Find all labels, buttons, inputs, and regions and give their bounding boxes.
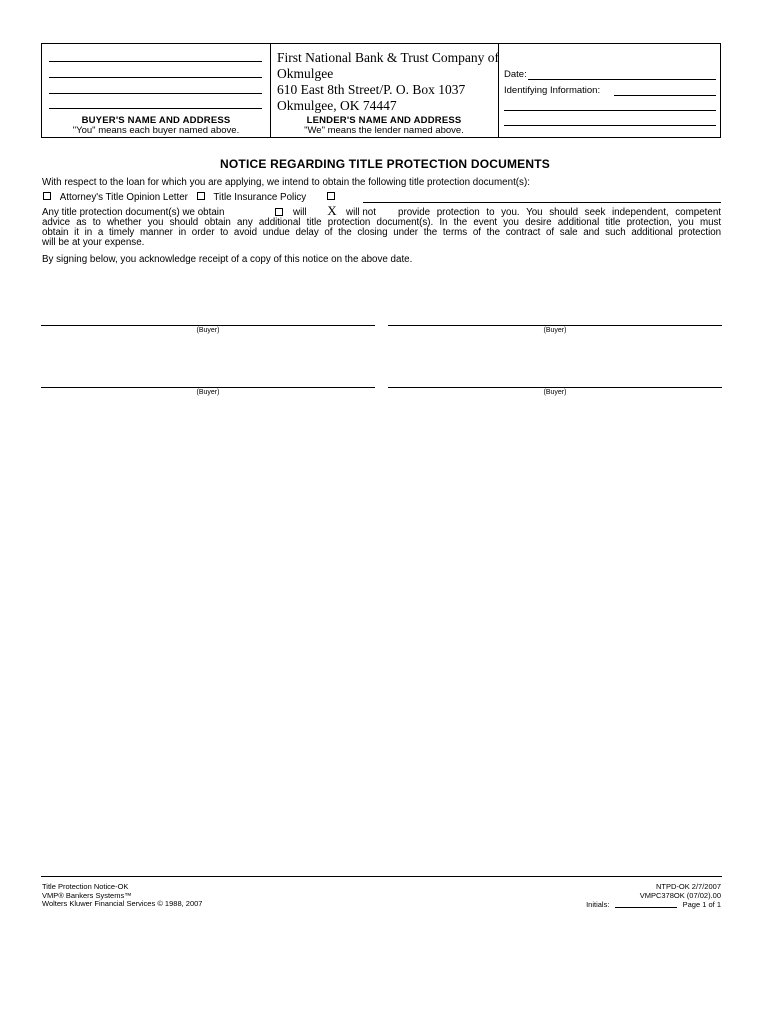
any-doc-prefix: Any title protection document(s) we obtain <box>42 207 225 218</box>
any-doc-line-3: obtain it in a timely manner in order to avoid undue delay of the closing under the terms of the contract of sale and such additional protection <box>42 227 721 238</box>
buyer-signature-line-1[interactable] <box>41 325 375 326</box>
lender-caption-sub: "We" means the lender named above. <box>304 125 464 136</box>
buyer-signature-line-2[interactable] <box>388 325 722 326</box>
lender-line-3: 610 East 8th Street/P. O. Box 1037 <box>277 82 466 97</box>
buyer-name-line-1[interactable] <box>49 61 262 62</box>
identifying-field-3[interactable] <box>504 125 716 126</box>
other-document-field[interactable] <box>363 202 721 203</box>
date-field[interactable] <box>528 79 716 80</box>
other-document-checkbox[interactable] <box>327 192 335 200</box>
buyer-name-line-4[interactable] <box>49 108 262 109</box>
identifying-label: Identifying Information: <box>504 85 601 96</box>
identifying-field-2[interactable] <box>504 110 716 111</box>
attorney-opinion-checkbox[interactable] <box>43 192 51 200</box>
notice-intro: With respect to the loan for which you are applying, we intend to obtain the following title protection document(s): <box>42 177 530 188</box>
buyer-signature-line-3[interactable] <box>41 387 375 388</box>
lender-line-2: Okmulgee <box>277 66 334 81</box>
will-not-label: will not <box>346 207 376 218</box>
title-insurance-label: Title Insurance Policy <box>213 192 307 203</box>
will-label: will <box>293 207 307 218</box>
footer-initials-row <box>586 900 721 910</box>
footer-rule <box>41 876 722 877</box>
buyer-signature-label-2: (Buyer) <box>543 327 567 334</box>
attorney-opinion-label: Attorney's Title Opinion Letter <box>59 192 188 203</box>
lender-address <box>277 50 499 114</box>
page-number: Page 1 of 1 <box>682 900 721 909</box>
lender-caption-title: LENDER'S NAME AND ADDRESS <box>306 115 462 126</box>
will-checkbox[interactable] <box>275 208 283 216</box>
acknowledge-text: By signing below, you acknowledge receipt of a copy of this notice on the above date. <box>42 254 413 265</box>
footer-copyright: Wolters Kluwer Financial Services © 1988, 2007 <box>42 899 203 908</box>
lender-line-1: First National Bank & Trust Company of <box>277 50 500 65</box>
header-box <box>41 43 721 138</box>
buyer-name-line-2[interactable] <box>49 77 262 78</box>
footer-form-name: Title Protection Notice-OK <box>42 882 129 891</box>
lender-line-4: Okmulgee, OK 74447 <box>277 98 397 113</box>
any-doc-rest-line-1: provide protection to you. You should seek independent, competent <box>398 207 721 218</box>
buyer-signature-label-4: (Buyer) <box>543 389 567 396</box>
footer-form-code: NTPD-OK 2/7/2007 <box>655 882 721 891</box>
buyer-caption-title: BUYER'S NAME AND ADDRESS <box>81 115 231 126</box>
footer-vmp: VMP® Bankers Systems™ <box>42 890 132 900</box>
buyer-signature-label-1: (Buyer) <box>196 327 220 334</box>
will-not-checkbox[interactable]: X <box>327 203 337 218</box>
buyer-caption-sub: "You" means each buyer named above. <box>72 125 240 136</box>
any-doc-line-4: will be at your expense. <box>42 237 145 248</box>
buyer-signature-label-3: (Buyer) <box>196 389 220 396</box>
identifying-field-1[interactable] <box>614 95 716 96</box>
initials-label: Initials: <box>586 900 610 909</box>
title-insurance-checkbox[interactable] <box>197 192 205 200</box>
any-doc-line-2: advice as to whether you should obtain any additional title protection document(s). In the event you desire additional title protection, you must <box>42 217 721 228</box>
footer-right <box>586 883 721 910</box>
buyer-name-line-3[interactable] <box>49 93 262 94</box>
date-label: Date: <box>504 69 527 80</box>
options-row <box>43 192 335 203</box>
footer-vmpc-code: VMPC378OK (07/02).00 <box>639 890 721 900</box>
buyer-signature-line-4[interactable] <box>388 387 722 388</box>
notice-title: NOTICE REGARDING TITLE PROTECTION DOCUMENTS <box>220 157 550 171</box>
footer-left <box>42 883 202 909</box>
initials-field[interactable] <box>615 900 677 908</box>
